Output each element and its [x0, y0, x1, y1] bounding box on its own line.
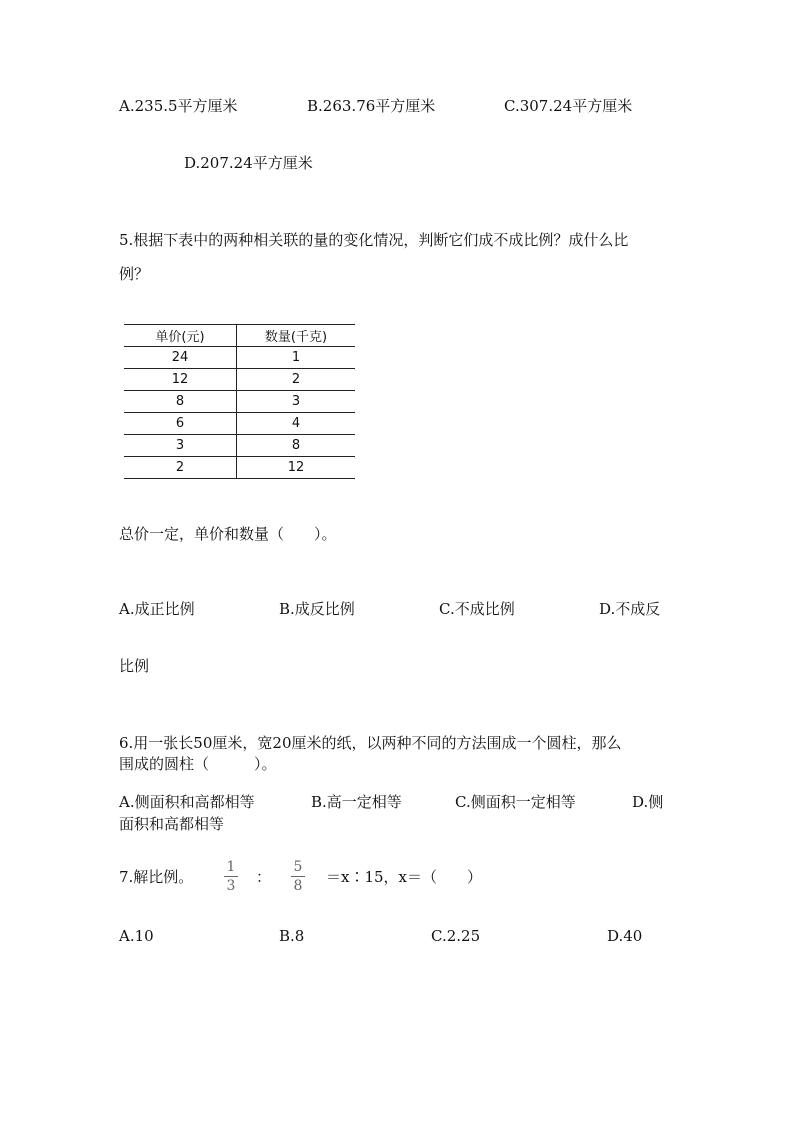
- q7-option-d[interactable]: D.40: [607, 927, 643, 945]
- cell-unit-price: 8: [124, 391, 237, 413]
- cell-unit-price: 12: [124, 369, 237, 391]
- q5-option-a[interactable]: A.成正比例: [119, 600, 195, 618]
- cell-unit-price: 6: [124, 413, 237, 435]
- table-header-row: [124, 325, 355, 347]
- q5-option-d[interactable]: D.不成反: [599, 600, 661, 618]
- q7-question-prefix: 7.解比例。: [119, 868, 194, 886]
- table-row: [124, 391, 355, 413]
- q6-question-line2: 围成的圆柱（ ）。: [119, 755, 277, 773]
- q5-question-line1: 5.根据下表中的两种相关联的量的变化情况，判断它们成不成比例？成什么比: [119, 231, 629, 249]
- q4-option-b[interactable]: B.263.76平方厘米: [307, 97, 436, 115]
- cell-quantity: 1: [237, 347, 356, 369]
- fraction-one-third: [224, 859, 238, 894]
- q4-option-c[interactable]: C.307.24平方厘米: [504, 97, 633, 115]
- q7-option-c[interactable]: C.2.25: [431, 927, 481, 945]
- fraction-numerator: 1: [226, 859, 236, 875]
- q4-option-a[interactable]: A.235.5平方厘米: [119, 97, 238, 115]
- q6-option-d-continued[interactable]: 面积和高都相等: [119, 815, 225, 833]
- fraction-numerator: 5: [293, 859, 303, 875]
- q6-option-a[interactable]: A.侧面积和高都相等: [119, 793, 255, 811]
- cell-quantity: 2: [237, 369, 356, 391]
- ratio-colon: ：: [256, 868, 272, 886]
- table-row: [124, 347, 355, 369]
- cell-quantity: 3: [237, 391, 356, 413]
- cell-quantity: 12: [237, 457, 356, 479]
- cell-quantity: 4: [237, 413, 356, 435]
- q6-question-line1: 6.用一张长50厘米，宽20厘米的纸，以两种不同的方法围成一个圆柱，那么: [119, 734, 622, 752]
- cell-unit-price: 2: [124, 457, 237, 479]
- table-row: [124, 369, 355, 391]
- table-row: [124, 413, 355, 435]
- q5-option-c[interactable]: C.不成比例: [439, 600, 515, 618]
- fraction-bar: [224, 876, 238, 877]
- fraction-bar: [291, 876, 305, 877]
- q5-question-line2: 例？: [119, 265, 150, 283]
- cell-unit-price: 3: [124, 435, 237, 457]
- price-quantity-table: [124, 324, 355, 479]
- q6-option-d[interactable]: D.侧: [632, 793, 664, 811]
- q5-statement: 总价一定，单价和数量（ ）。: [119, 525, 337, 543]
- cell-unit-price: 24: [124, 347, 237, 369]
- fraction-five-eighths: [291, 859, 305, 894]
- fraction-denominator: 3: [226, 878, 236, 894]
- table-row: [124, 435, 355, 457]
- q4-option-d[interactable]: D.207.24平方厘米: [184, 154, 313, 172]
- table-row: [124, 457, 355, 479]
- header-unit-price: 单价(元): [124, 325, 237, 347]
- q7-question-suffix: ＝x∶15，x＝（ ）: [326, 868, 483, 886]
- header-quantity: 数量(千克): [237, 325, 356, 347]
- fraction-denominator: 8: [293, 878, 303, 894]
- q7-option-a[interactable]: A.10: [119, 927, 154, 945]
- q7-option-b[interactable]: B.8: [279, 927, 305, 945]
- q5-option-d-continued[interactable]: 比例: [119, 657, 150, 675]
- q6-option-c[interactable]: C.侧面积一定相等: [455, 793, 576, 811]
- q5-option-b[interactable]: B.成反比例: [279, 600, 355, 618]
- cell-quantity: 8: [237, 435, 356, 457]
- q6-option-b[interactable]: B.高一定相等: [311, 793, 402, 811]
